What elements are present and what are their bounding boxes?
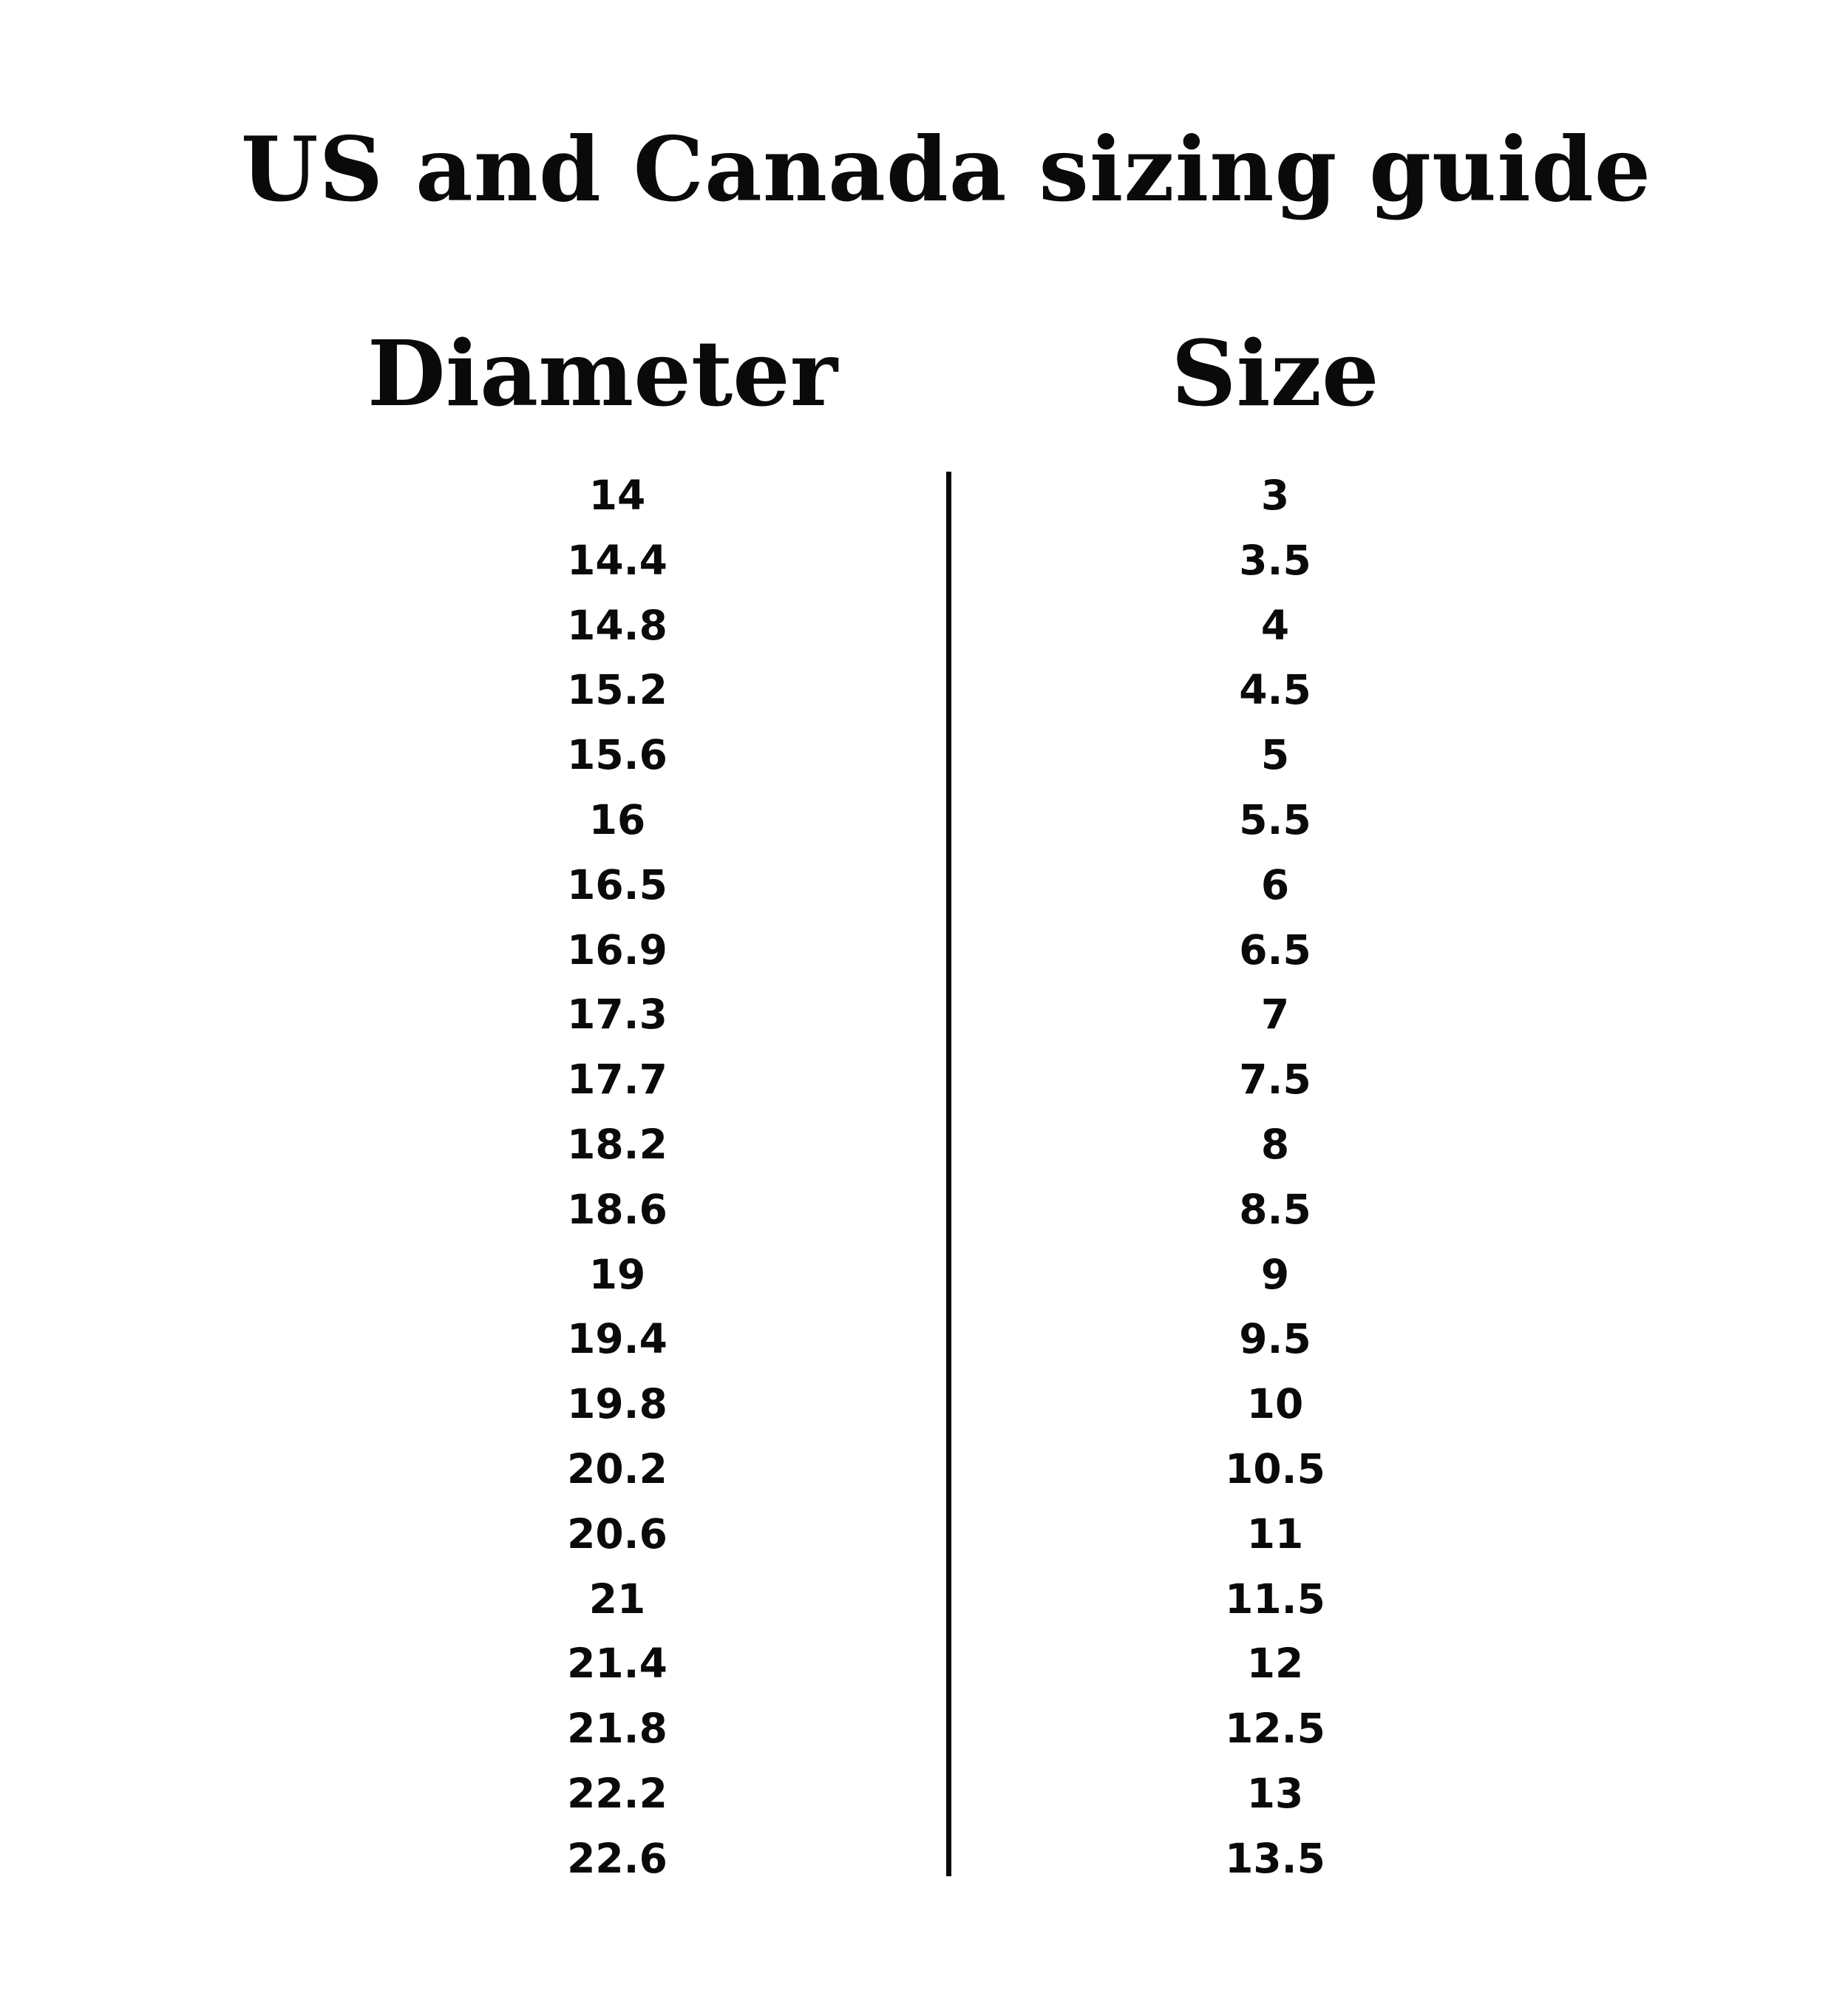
diameter-column-header: Diameter — [367, 320, 838, 427]
size-value: 11 — [1246, 1510, 1304, 1558]
size-value: 10 — [1246, 1380, 1304, 1428]
size-value: 5.5 — [1239, 795, 1311, 843]
size-value: 3 — [1260, 472, 1290, 519]
diameter-value: 16.5 — [567, 860, 667, 909]
diameter-value: 20.6 — [567, 1510, 667, 1558]
size-value: 8 — [1260, 1120, 1290, 1168]
size-value: 13.5 — [1225, 1834, 1325, 1882]
diameter-value: 22.6 — [567, 1834, 667, 1882]
size-value: 7 — [1260, 991, 1290, 1039]
diameter-value: 14 — [588, 472, 646, 519]
column-divider — [946, 472, 951, 1876]
size-value: 10.5 — [1225, 1445, 1325, 1493]
diameter-value: 15.6 — [567, 731, 667, 779]
size-value: 6.5 — [1239, 926, 1311, 974]
diameter-value: 14.4 — [567, 536, 667, 584]
diameter-value: 19 — [588, 1250, 646, 1298]
size-value: 8.5 — [1239, 1185, 1311, 1233]
diameter-value: 16.9 — [567, 926, 667, 974]
diameter-value: 17.3 — [567, 991, 667, 1039]
diameter-value: 20.2 — [567, 1445, 667, 1493]
size-value: 9 — [1260, 1250, 1290, 1298]
diameter-value: 21.8 — [567, 1705, 667, 1753]
diameter-value: 19.4 — [567, 1315, 667, 1363]
diameter-list — [432, 466, 802, 1894]
diameter-value: 21.4 — [567, 1640, 667, 1688]
diameter-value: 18.2 — [567, 1120, 667, 1168]
diameter-value: 14.8 — [567, 601, 667, 649]
size-value: 6 — [1260, 860, 1290, 909]
size-value: 4.5 — [1239, 666, 1311, 714]
size-value: 12.5 — [1225, 1705, 1325, 1753]
size-value: 3.5 — [1239, 536, 1311, 584]
page-title: US and Canada sizing guide — [240, 118, 1652, 222]
size-column-header: Size — [1171, 320, 1379, 427]
size-value: 7.5 — [1239, 1056, 1311, 1104]
diameter-value: 17.7 — [567, 1056, 667, 1104]
diameter-value: 15.2 — [567, 666, 667, 714]
size-value: 12 — [1246, 1640, 1304, 1688]
size-value: 11.5 — [1225, 1575, 1325, 1623]
diameter-value: 22.2 — [567, 1769, 667, 1817]
size-value: 4 — [1260, 601, 1290, 649]
diameter-value: 19.8 — [567, 1380, 667, 1428]
size-list — [1090, 466, 1460, 1894]
diameter-value: 21 — [588, 1575, 646, 1623]
size-value: 13 — [1246, 1769, 1304, 1817]
diameter-value: 18.6 — [567, 1185, 667, 1233]
diameter-value: 16 — [588, 795, 646, 843]
size-value: 9.5 — [1239, 1315, 1311, 1363]
size-value: 5 — [1260, 731, 1290, 779]
